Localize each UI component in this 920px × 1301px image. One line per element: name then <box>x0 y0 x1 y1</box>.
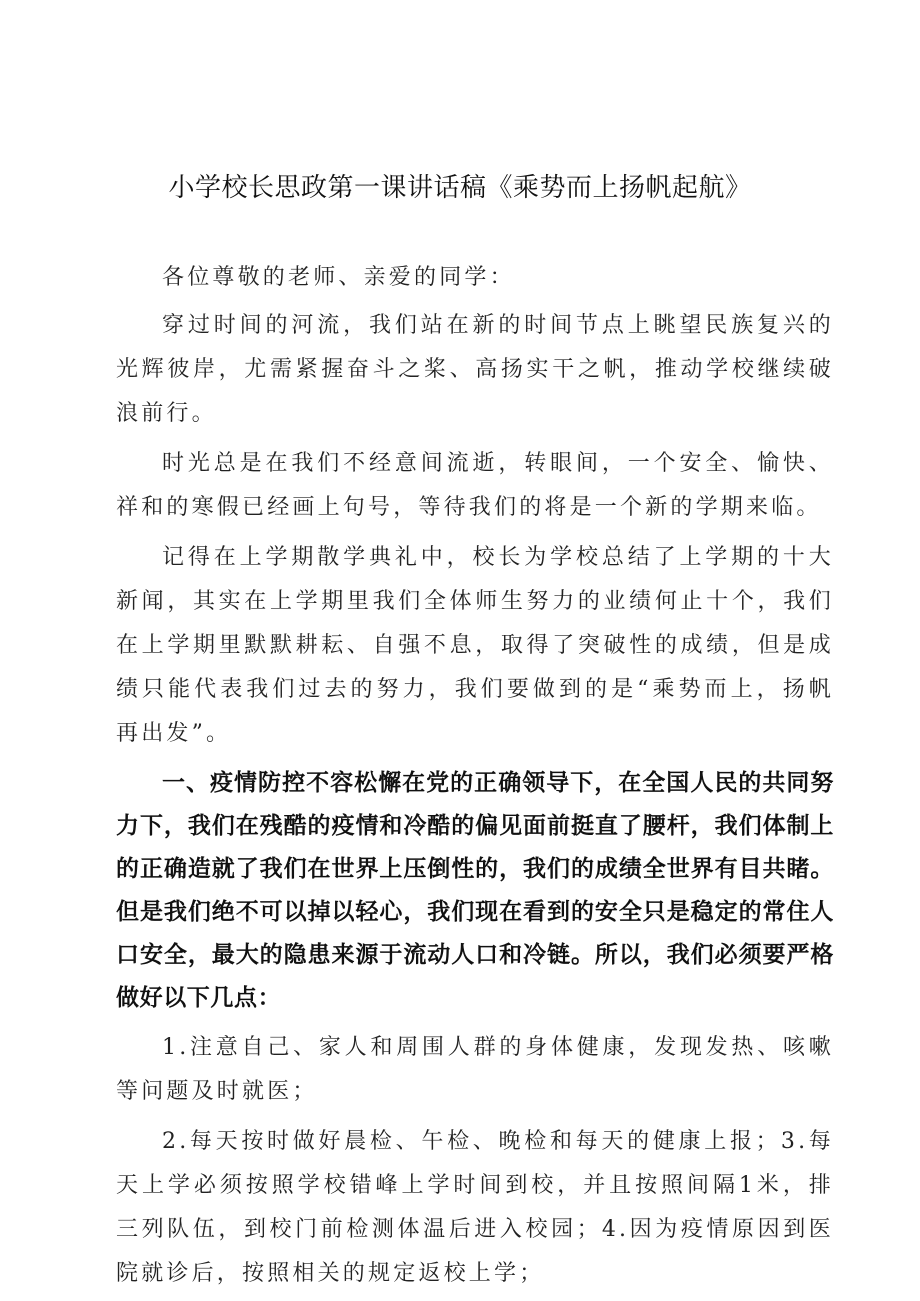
paragraph: 穿过时间的河流，我们站在新的时间节点上眺望民族复兴的光辉彼岸，尤需紧握奋斗之桨、高扬实干之帆，推动学校继续破浪前行。 <box>116 313 834 426</box>
section-heading-paragraph: 一、疫情防控不容松懈在党的正确领导下，在全国人民的共同努力下，我们在残酷的疫情和冷酷的偏见面前挺直了腰杆，我们体制上的正确造就了我们在世界上压倒性的，我们的成绩全世界有目共睹。但是我们绝不可以掉以轻心，我们现在看到的安全只是稳定的常住人口安全，最大的隐患来源于流动人口和冷链。所以，我们必须要严格做好以下几点： <box>116 770 834 1011</box>
document-title: 小学校长思政第一课讲话稿《乘势而上扬帆起航》 <box>168 173 752 203</box>
list-item: 2.每天按时做好晨检、午检、晚检和每天的健康上报；3.每天上学必须按照学校错峰上学时间到校，并且按照间隔1米，排三列队伍，到校门前检测体温后进入校园；4.因为疫情原因到医院就诊后，按照相关的规定返校上学； <box>116 1129 834 1286</box>
paragraph: 时光总是在我们不经意间流逝，转眼间，一个安全、愉快、祥和的寒假已经画上句号，等待我们的将是一个新的学期来临。 <box>116 451 834 520</box>
document-body <box>116 256 834 1296</box>
paragraph: 记得在上学期散学典礼中，校长为学校总结了上学期的十大新闻，其实在上学期里我们全体师生努力的业绩何止十个，我们在上学期里默默耕耘、自强不息，取得了突破性的成绩，但是成绩只能代表我们过去的努力，我们要做到的是“乘势而上，扬帆再出发”。 <box>116 545 834 746</box>
greeting: 各位尊敬的老师、亲爱的同学： <box>162 265 515 290</box>
list-item: 1.注意自己、家人和周围人群的身体健康，发现发热、咳嗽等问题及时就医； <box>116 1035 834 1104</box>
